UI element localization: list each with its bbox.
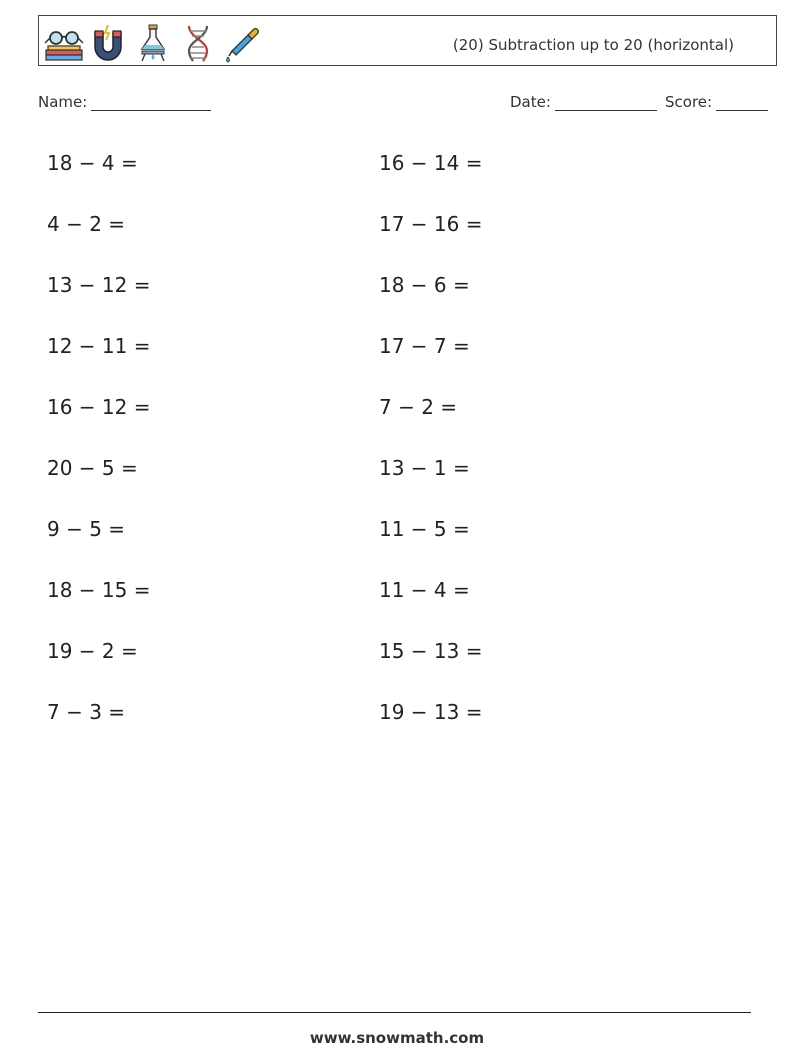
problem-right-7: 11 − 5 = [379, 517, 470, 541]
problem-right-3: 18 − 6 = [379, 273, 470, 297]
score-label: Score: [665, 93, 713, 111]
problem-right-5: 7 − 2 = [379, 395, 458, 419]
problem-left-8: 18 − 15 = [47, 578, 151, 602]
score-blank [716, 94, 768, 111]
footer-divider [38, 1012, 751, 1013]
worksheet-title: (20) Subtraction up to 20 (horizontal) [452, 36, 734, 54]
problem-right-4: 17 − 7 = [379, 334, 470, 358]
score-field [665, 93, 768, 111]
problem-left-10: 7 − 3 = [47, 700, 126, 724]
problem-right-9: 15 − 13 = [379, 639, 483, 663]
problem-right-2: 17 − 16 = [379, 212, 483, 236]
problem-right-6: 13 − 1 = [379, 456, 470, 480]
problem-left-9: 19 − 2 = [47, 639, 138, 663]
name-label: Name: [38, 93, 88, 111]
flask-burner-icon [132, 23, 174, 63]
name-field [38, 93, 211, 111]
problem-right-8: 11 − 4 = [379, 578, 470, 602]
date-label: Date: [510, 93, 551, 111]
date-blank [555, 94, 657, 111]
dropper-icon [222, 23, 264, 63]
problem-left-7: 9 − 5 = [47, 517, 126, 541]
problem-left-4: 12 − 11 = [47, 334, 151, 358]
footer-url: www.snowmath.com [309, 1029, 485, 1047]
problem-left-2: 4 − 2 = [47, 212, 126, 236]
date-field [510, 93, 657, 111]
problem-left-3: 13 − 12 = [47, 273, 151, 297]
worksheet-header [38, 15, 777, 66]
goggles-books-icon [43, 23, 85, 63]
problem-left-1: 18 − 4 = [47, 151, 138, 175]
problem-right-10: 19 − 13 = [379, 700, 483, 724]
dna-icon [177, 23, 219, 63]
problem-left-6: 20 − 5 = [47, 456, 138, 480]
problem-right-1: 16 − 14 = [379, 151, 483, 175]
magnet-icon [87, 23, 129, 63]
problem-left-5: 16 − 12 = [47, 395, 151, 419]
name-blank [91, 94, 211, 111]
